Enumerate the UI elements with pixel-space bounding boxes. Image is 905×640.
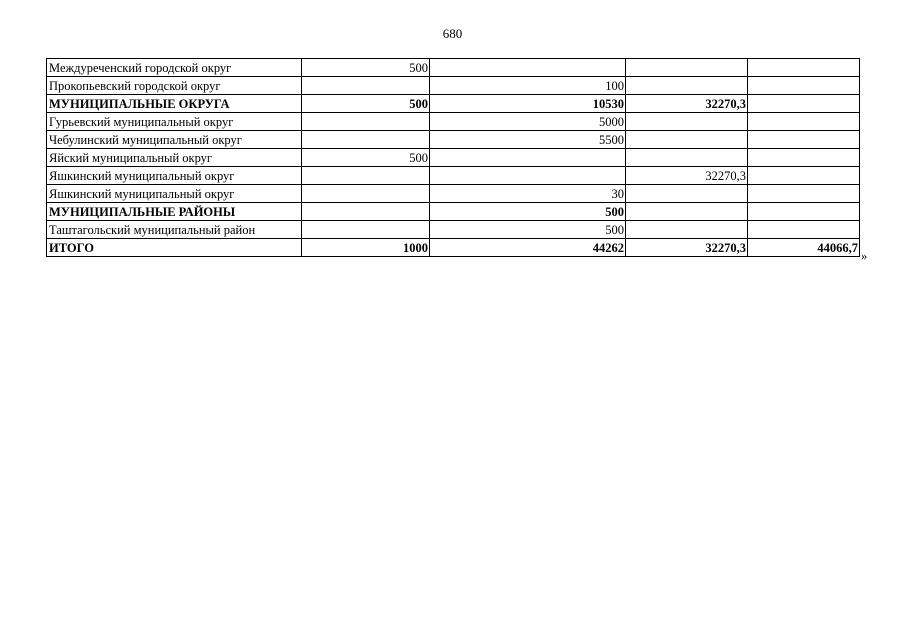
- row-label-cell: Таштагольский муниципальный район: [47, 221, 302, 239]
- value-cell-4: [748, 77, 860, 95]
- value-cell-2: 500: [430, 203, 626, 221]
- value-cell-4: [748, 131, 860, 149]
- value-cell-3: [626, 131, 748, 149]
- value-cell-4: 44066,7: [748, 239, 860, 257]
- value-cell-3: [626, 221, 748, 239]
- value-cell-4: [748, 203, 860, 221]
- table-row: [47, 167, 860, 185]
- table-row-total: [47, 95, 860, 113]
- value-cell-1: 500: [302, 59, 430, 77]
- value-cell-2: 10530: [430, 95, 626, 113]
- table-row: [47, 185, 860, 203]
- row-label-cell: МУНИЦИПАЛЬНЫЕ ОКРУГА: [47, 95, 302, 113]
- value-cell-4: [748, 113, 860, 131]
- value-cell-2: [430, 59, 626, 77]
- row-label-cell: Яйский муниципальный округ: [47, 149, 302, 167]
- value-cell-4: [748, 185, 860, 203]
- value-cell-4: [748, 95, 860, 113]
- value-cell-2: 5500: [430, 131, 626, 149]
- value-cell-2: [430, 167, 626, 185]
- value-cell-1: [302, 203, 430, 221]
- table-row: [47, 221, 860, 239]
- table-row: [47, 59, 860, 77]
- value-cell-1: [302, 221, 430, 239]
- table-row: [47, 113, 860, 131]
- value-cell-1: 500: [302, 149, 430, 167]
- value-cell-3: [626, 113, 748, 131]
- value-cell-3: 32270,3: [626, 95, 748, 113]
- row-label-cell: ИТОГО: [47, 239, 302, 257]
- value-cell-2: 30: [430, 185, 626, 203]
- value-cell-3: [626, 149, 748, 167]
- value-cell-1: [302, 185, 430, 203]
- value-cell-3: [626, 77, 748, 95]
- value-cell-1: 500: [302, 95, 430, 113]
- value-cell-2: 500: [430, 221, 626, 239]
- page-number: 680: [442, 26, 463, 41]
- value-cell-4: [748, 149, 860, 167]
- value-cell-3: 32270,3: [626, 239, 748, 257]
- value-cell-4: [748, 167, 860, 185]
- table-row-total: [47, 203, 860, 221]
- value-cell-1: [302, 113, 430, 131]
- row-label-cell: Чебулинский муниципальный округ: [47, 131, 302, 149]
- value-cell-1: 1000: [302, 239, 430, 257]
- value-cell-2: 100: [430, 77, 626, 95]
- value-cell-3: [626, 203, 748, 221]
- row-label-cell: Яшкинский муниципальный округ: [47, 167, 302, 185]
- value-cell-2: 44262: [430, 239, 626, 257]
- value-cell-2: 5000: [430, 113, 626, 131]
- row-label-cell: Яшкинский муниципальный округ: [47, 185, 302, 203]
- value-cell-3: 32270,3: [626, 167, 748, 185]
- table-row: [47, 77, 860, 95]
- value-cell-1: [302, 167, 430, 185]
- row-label-cell: Прокопьевский городской округ: [47, 77, 302, 95]
- table-row-total: [47, 239, 860, 257]
- closing-quote-mark: »: [861, 249, 868, 263]
- value-cell-3: [626, 185, 748, 203]
- budget-table-body: [47, 59, 860, 257]
- value-cell-1: [302, 77, 430, 95]
- value-cell-2: [430, 149, 626, 167]
- value-cell-4: [748, 59, 860, 77]
- row-label-cell: Гурьевский муниципальный округ: [47, 113, 302, 131]
- budget-table: [46, 58, 860, 257]
- value-cell-1: [302, 131, 430, 149]
- value-cell-4: [748, 221, 860, 239]
- value-cell-3: [626, 59, 748, 77]
- row-label-cell: Междуреченский городской округ: [47, 59, 302, 77]
- row-label-cell: МУНИЦИПАЛЬНЫЕ РАЙОНЫ: [47, 203, 302, 221]
- table-row: [47, 131, 860, 149]
- table-row: [47, 149, 860, 167]
